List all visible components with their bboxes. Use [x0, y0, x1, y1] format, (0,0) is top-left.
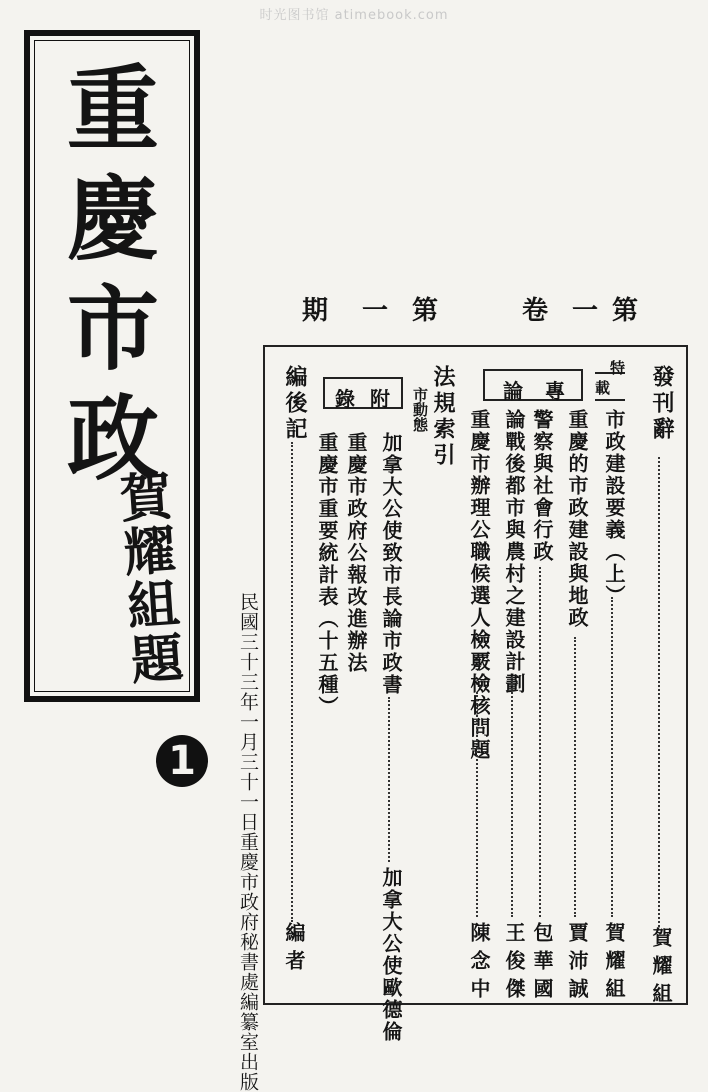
volume-char: 第	[612, 296, 639, 326]
article-title: 重慶市辦理公職候選人檢覈檢核問題	[467, 409, 491, 761]
article-author: 包華國	[530, 922, 554, 1006]
journal-title: 重慶市政	[52, 60, 160, 500]
leader-dots	[658, 457, 660, 927]
leader-dots	[574, 637, 576, 917]
article-title: 市政建設要義（上）	[602, 409, 626, 607]
article-title: 論戰後都市與農村之建設計劃	[502, 409, 526, 695]
leader-dots	[291, 442, 293, 922]
calligraphy-inscription: 賀耀組題	[108, 468, 185, 688]
special-label-char: 特	[610, 359, 626, 377]
volume-char: 第	[412, 296, 439, 326]
essays-section-label	[483, 369, 583, 401]
article-title: 警察與社會行政	[530, 409, 554, 563]
leader-dots	[388, 697, 390, 862]
volume-char: 一	[362, 296, 389, 326]
appendix-title: 加拿大公使致市長論市政書	[379, 432, 403, 696]
regulations-index-title: 法規索引	[430, 365, 456, 469]
appendix-label-char: 錄	[335, 387, 355, 411]
leader-dots	[611, 597, 613, 917]
appendix-section-label	[323, 377, 403, 409]
essays-label-char: 專	[545, 379, 565, 403]
volume-char: 一	[572, 296, 599, 326]
volume-char: 卷	[522, 296, 549, 326]
issue-number-badge: 1	[156, 735, 208, 787]
city-news-title: 市動態	[411, 387, 429, 432]
article-author: 陳念中	[467, 922, 491, 1006]
section-bracket	[595, 399, 625, 401]
appendix-author: 加拿大公使歐德倫	[379, 867, 403, 1043]
leader-dots	[511, 677, 513, 917]
article-author: 賈沛誠	[565, 922, 589, 1006]
volume-heading	[292, 290, 692, 330]
afterword-author: 編者	[282, 922, 306, 978]
appendix-title: 重慶市政府公報改進辦法	[344, 432, 368, 674]
leader-dots	[476, 692, 478, 917]
article-author: 王俊傑	[502, 922, 526, 1006]
watermark: 时光图书馆 atimebook.com	[259, 8, 449, 23]
appendix-title: 重慶市重要統計表（十五種）	[315, 432, 339, 718]
appendix-label-char: 附	[370, 387, 390, 411]
publication-line: 民國三十三年一月三十一日重慶市政府秘書處編纂室出版	[237, 592, 259, 1092]
essays-label-char: 論	[503, 379, 523, 403]
volume-char: 期	[302, 296, 329, 326]
foreword-author: 賀耀組	[649, 927, 673, 1011]
article-title: 重慶的市政建設與地政	[565, 409, 589, 629]
table-of-contents	[263, 345, 688, 1043]
leader-dots	[539, 567, 541, 917]
afterword-title: 編後記	[282, 365, 308, 443]
foreword-title: 發刊辭	[649, 365, 675, 443]
special-label-char: 載	[595, 379, 611, 397]
article-author: 賀耀組	[602, 922, 626, 1006]
